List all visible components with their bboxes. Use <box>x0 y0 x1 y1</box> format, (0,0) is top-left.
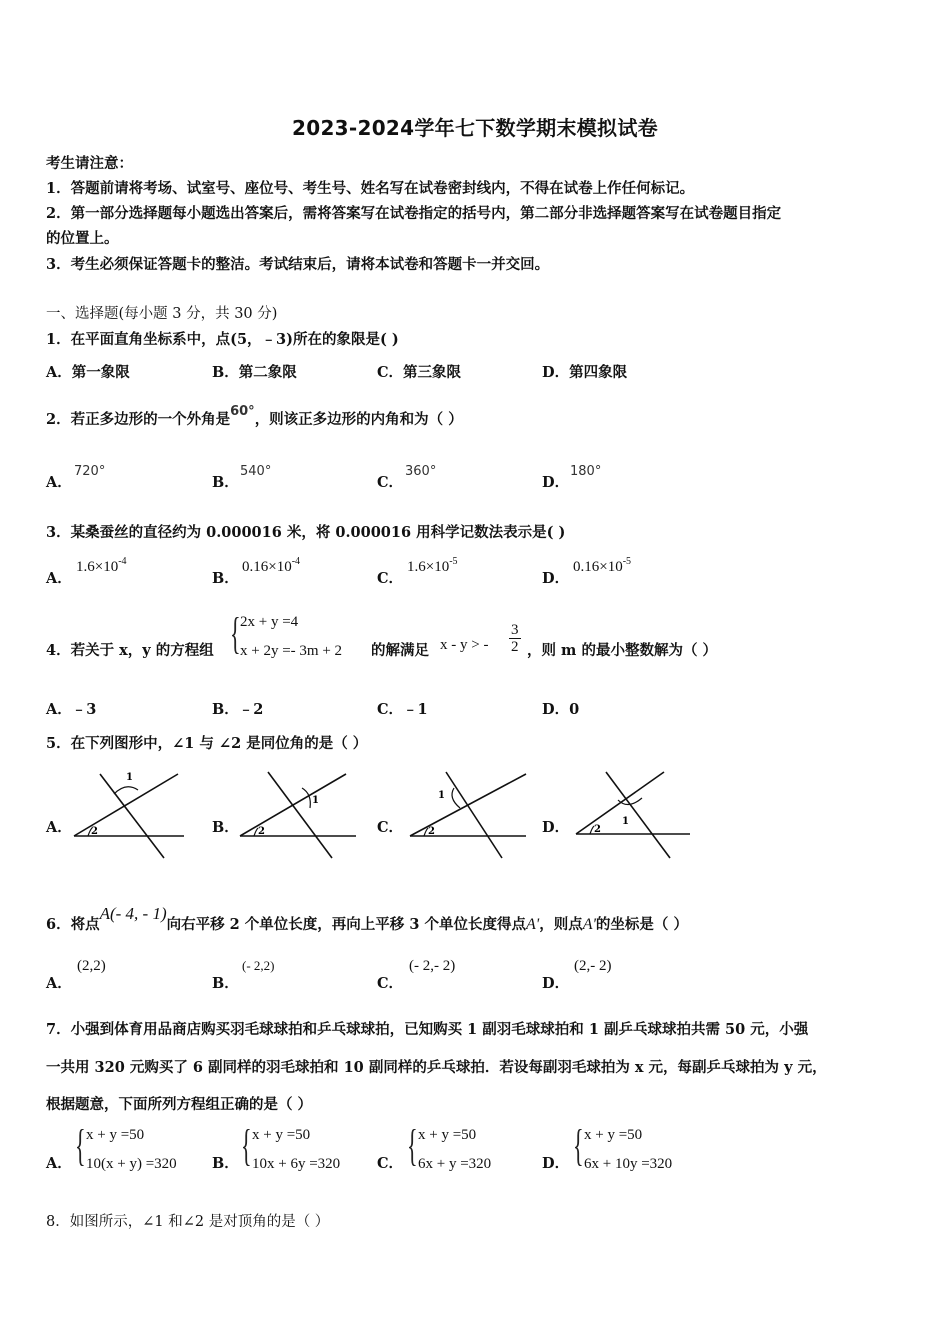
q3-base: 1.6×10 <box>76 559 119 575</box>
question-2-value-b: 540° <box>240 464 272 479</box>
question-3-label-b: B． <box>212 570 239 587</box>
question-8-stem: 8．如图所示，∠1 和∠2 是对顶角的是（ ） <box>46 1214 330 1230</box>
angle-label-2: 2 <box>594 824 601 835</box>
question-7-label-d: D． <box>542 1155 570 1172</box>
question-6-value-a: (2,2) <box>77 958 106 974</box>
question-6-label-c: C． <box>377 975 404 992</box>
question-4-option-d: D．0 <box>542 701 580 718</box>
question-2-value-d: 180° <box>570 464 602 479</box>
question-4-option-a: A．﹣3 <box>46 701 97 718</box>
angle-label-1: 1 <box>126 772 133 783</box>
brace-glyph: { <box>75 1121 86 1170</box>
question-6-value-d: (2,- 2) <box>574 958 612 974</box>
question-5-label-c: C． <box>377 819 404 836</box>
question-1-option-d: D．第四象限 <box>542 364 628 381</box>
question-7-c-eq2: 6x + y =320 <box>418 1156 492 1172</box>
question-4-option-b: B．﹣2 <box>212 701 264 718</box>
question-6-point: A(- 4, - 1) <box>99 904 167 923</box>
question-2-value-a: 720° <box>74 464 106 479</box>
question-6-point3: A' <box>582 916 596 933</box>
question-2-stem-value: 60° <box>230 404 255 419</box>
angle-label-1: 1 <box>438 790 445 801</box>
question-2-value-c: 360° <box>405 464 437 479</box>
question-2-label-b: B． <box>212 474 239 491</box>
q3-base: 1.6×10 <box>407 559 450 575</box>
question-5-label-d: D． <box>542 819 570 836</box>
question-7-a-eq2: 10(x + y) =320 <box>86 1156 177 1172</box>
question-4-stem-before: 4．若关于 x，y 的方程组 <box>46 642 214 659</box>
section-heading: 一、选择题(每小题 3 分，共 30 分) <box>46 306 278 322</box>
question-5-label-a: A． <box>46 819 72 836</box>
question-4-eq2: x + 2y =- 3m + 2 <box>240 643 343 659</box>
question-6-point2: A' <box>526 916 540 933</box>
question-6-label-a: A． <box>46 975 72 992</box>
question-2-stem-before: 2．若正多边形的一个外角是 <box>46 411 231 428</box>
question-7-label-b: B． <box>212 1155 239 1172</box>
question-1-option-b: B．第二象限 <box>212 364 297 381</box>
question-7-a-eq1: x + y =50 <box>86 1127 145 1143</box>
figure-c <box>406 768 530 860</box>
question-7-line: 7．小强到体育用品商店购买羽毛球球拍和乒乓球球拍，已知购买 1 副羽毛球球拍和 1 副乒乓球球拍共需 50 元，小强 <box>46 1021 809 1038</box>
fraction-denominator: 2 <box>511 639 519 655</box>
question-3-value-b <box>242 556 300 576</box>
question-6-stem-after: 的坐标是（ ） <box>595 916 688 933</box>
q3-exp: -4 <box>291 556 301 567</box>
question-3-label-c: C． <box>377 570 404 587</box>
question-3-value-d <box>573 556 631 576</box>
q3-exp: -5 <box>622 556 632 567</box>
notice-heading: 考生请注意： <box>46 155 133 172</box>
question-5-stem: 5．在下列图形中，∠1 与 ∠2 是同位角的是（ ） <box>46 735 368 752</box>
brace-glyph: { <box>230 609 241 658</box>
question-3-value-a <box>76 556 127 576</box>
question-6-value-c: (- 2,- 2) <box>409 958 456 974</box>
question-4-condition: x - y > - <box>440 637 489 653</box>
angle-label-2: 2 <box>428 826 435 837</box>
notice-item: 3．考生必须保证答题卡的整洁。考试结束后，请将本试卷和答题卡一并交回。 <box>46 256 550 273</box>
brace-glyph: { <box>573 1121 584 1170</box>
question-4-eq1: 2x + y =4 <box>240 614 299 630</box>
question-7-b-eq1: x + y =50 <box>252 1127 311 1143</box>
q3-exp: -4 <box>118 556 127 567</box>
angle-label-1: 1 <box>622 816 629 827</box>
question-3-label-d: D． <box>542 570 570 587</box>
brace-glyph: { <box>241 1121 252 1170</box>
question-5-label-b: B． <box>212 819 239 836</box>
question-2-stem <box>46 404 463 429</box>
question-6-value-b: (- 2,2) <box>242 958 275 973</box>
question-1-option-a: A．第一象限 <box>46 364 130 381</box>
notice-item: 1．答题前请将考场、试室号、座位号、考生号、姓名写在试卷密封线内，不得在试卷上作任何标记。 <box>46 180 695 197</box>
question-7-b-eq2: 10x + 6y =320 <box>252 1156 341 1172</box>
figure-d <box>572 768 696 860</box>
angle-label-1: 1 <box>312 795 319 806</box>
question-2-stem-after: ，则该正多边形的内角和为（ ） <box>254 411 463 428</box>
question-6-stem-before: 6．将点 <box>46 916 100 933</box>
question-7-label-a: A． <box>46 1155 72 1172</box>
question-7-d-eq2: 6x + 10y =320 <box>584 1156 673 1172</box>
brace-glyph: { <box>407 1121 418 1170</box>
question-4-fraction <box>509 622 521 655</box>
angle-label-2: 2 <box>258 826 265 837</box>
question-4-stem-after: ，则 m 的最小整数解为（ ） <box>527 642 717 659</box>
question-7-c-eq1: x + y =50 <box>418 1127 477 1143</box>
question-7-d-eq1: x + y =50 <box>584 1127 643 1143</box>
question-6-stem-middle2: ，则点 <box>539 916 583 933</box>
page-title: 2023-2024学年七下数学期末模拟试卷 <box>292 116 658 140</box>
question-7-line: 一共用 320 元购买了 6 副同样的羽毛球拍和 10 副同样的乒乓球拍．若设每副羽毛球拍为 x 元，每副乒乓球拍为 y 元， <box>46 1059 827 1076</box>
angle-label-2: 2 <box>91 826 98 837</box>
q3-base: 0.16×10 <box>573 559 623 575</box>
question-1-option-c: C．第三象限 <box>377 364 462 381</box>
question-3-value-c <box>407 556 458 576</box>
fraction-numerator: 3 <box>511 622 519 638</box>
question-4-stem-middle: 的解满足 <box>371 642 429 659</box>
question-7-line: 根据题意，下面所列方程组正确的是（ ） <box>46 1096 313 1113</box>
question-2-label-d: D． <box>542 474 570 491</box>
question-6-label-d: D． <box>542 975 570 992</box>
question-3-stem: 3．某桑蚕丝的直径约为 0.000016 米，将 0.000016 用科学记数法表示是( ) <box>46 524 566 541</box>
question-2-label-c: C． <box>377 474 404 491</box>
notice-item: 2．第一部分选择题每小题选出答案后，需将答案写在试卷指定的括号内，第二部分非选择题答案写在试卷题目指定 <box>46 205 782 222</box>
question-3-label-a: A． <box>46 570 72 587</box>
question-4-option-c: C．﹣1 <box>377 701 428 718</box>
q3-exp: -5 <box>449 556 458 567</box>
question-6-stem <box>46 904 688 934</box>
figure-b <box>236 768 360 860</box>
q3-base: 0.16×10 <box>242 559 292 575</box>
notice-item: 的位置上。 <box>46 230 119 247</box>
figure-a <box>70 768 190 860</box>
question-1-stem: 1．在平面直角坐标系中，点(5，﹣3)所在的象限是( ) <box>46 331 399 348</box>
question-7-label-c: C． <box>377 1155 404 1172</box>
question-6-label-b: B． <box>212 975 239 992</box>
question-2-label-a: A． <box>46 474 72 491</box>
question-6-stem-middle: 向右平移 2 个单位长度，再向上平移 3 个单位长度得点 <box>166 916 526 933</box>
